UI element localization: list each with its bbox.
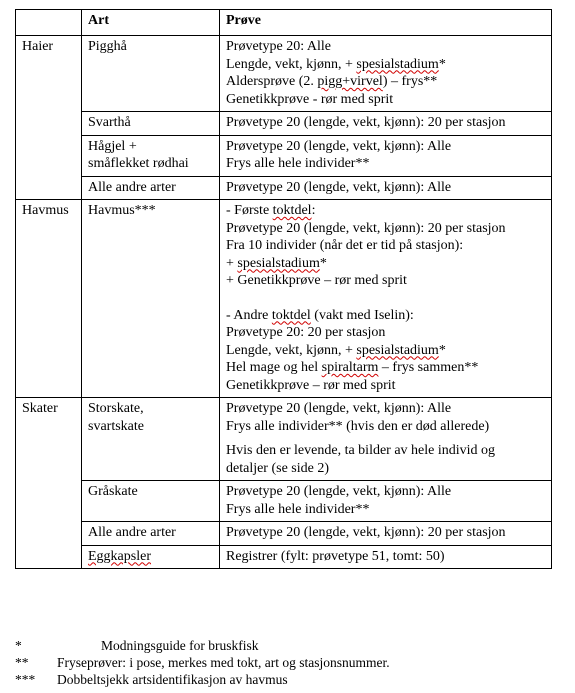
prove-line: + Genetikkprøve – rør med sprit <box>226 273 407 288</box>
footnotes <box>15 637 555 688</box>
prove-line: Prøvetype 20 (lengde, vekt, kjønn): 20 per stasjon <box>226 525 506 540</box>
art-line: Alle andre arter <box>88 525 176 540</box>
prove-line: Prøvetype 20 (lengde, vekt, kjønn): 20 per stasjon <box>226 115 506 130</box>
prove-line: Aldersprøve (2. pigg+virvel) – frys** <box>226 74 438 89</box>
prove-line: detaljer (se side 2) <box>226 460 330 476</box>
art-line: Hågjel + <box>88 138 137 154</box>
header-art: Art <box>82 10 220 36</box>
table-row <box>16 398 552 481</box>
prove-line: Lengde, vekt, kjønn, + spesialstadium* <box>226 342 446 358</box>
prove-line: Prøvetype 20 (lengde, vekt, kjønn): Alle <box>226 138 452 154</box>
art-cell <box>82 398 220 481</box>
art-line: Gråskate <box>88 484 138 499</box>
art-line: Pigghå <box>88 39 127 54</box>
art-line: småflekket rødhai <box>88 156 189 171</box>
prove-line: Prøvetype 20 (lengde, vekt, kjønn): Alle <box>226 401 452 416</box>
prove-cell <box>220 112 552 136</box>
art-cell <box>82 522 220 546</box>
footnote-text: Modningsguide for bruskfisk <box>101 638 259 653</box>
prove-line: - Første toktdel: <box>226 203 316 218</box>
prove-line: Frys alle hele individer** <box>226 501 370 517</box>
table-row <box>16 522 552 546</box>
prove-line: Frys alle individer** (hvis den er død allerede) <box>226 418 490 434</box>
group-name: Havmus <box>16 200 82 398</box>
prove-line: Prøvetype 20 (lengde, vekt, kjønn): Alle <box>226 484 452 499</box>
prove-line: - Andre toktdel (vakt med Iselin): <box>226 307 414 323</box>
table-row <box>16 200 552 398</box>
table-row <box>16 481 552 522</box>
table-row <box>16 135 552 176</box>
prove-paragraph <box>226 442 545 477</box>
footnote <box>15 637 555 654</box>
prove-cell <box>220 200 552 398</box>
prove-line: Hvis den er levende, ta bilder av hele individ og <box>226 443 496 458</box>
art-cell <box>82 176 220 200</box>
footnote-mark: *** <box>15 672 36 687</box>
art-line: Alle andre arter <box>88 179 176 195</box>
art-cell <box>82 36 220 112</box>
footnote-mark: ** <box>15 655 29 670</box>
prove-line: Prøvetype 20: Alle <box>226 39 331 54</box>
art-cell <box>82 112 220 136</box>
prove-cell <box>220 481 552 522</box>
prove-line: + spesialstadium* <box>226 255 327 271</box>
sampling-table <box>15 9 552 569</box>
prove-cell <box>220 545 552 569</box>
prove-line: Registrer (fylt: prøvetype 51, tomt: 50) <box>226 548 445 564</box>
footnote <box>15 671 555 688</box>
footnote <box>15 654 555 671</box>
table-row <box>16 36 552 112</box>
prove-cell <box>220 135 552 176</box>
footnote-text: Fryseprøver: i pose, merkes med tokt, art og stasjonsnummer. <box>57 655 390 670</box>
prove-line: Prøvetype 20: 20 per stasjon <box>226 325 386 340</box>
group-name: Haier <box>16 36 82 200</box>
prove-line: Lengde, vekt, kjønn, + spesialstadium* <box>226 56 446 72</box>
art-line: svartskate <box>88 418 144 434</box>
prove-cell <box>220 176 552 200</box>
prove-line: Fra 10 individer (når det er tid på stasjon): <box>226 238 464 253</box>
art-cell <box>82 545 220 569</box>
spacer <box>226 290 545 307</box>
header-row <box>16 10 552 36</box>
footnote-mark: * <box>15 638 22 653</box>
header-group <box>16 10 82 36</box>
art-line: Havmus*** <box>88 203 156 218</box>
art-cell <box>82 135 220 176</box>
prove-line: Prøvetype 20 (lengde, vekt, kjønn): Alle <box>226 179 452 195</box>
header-prove: Prøve <box>220 10 552 36</box>
art-line: Svarthå <box>88 115 131 130</box>
art-cell <box>82 200 220 398</box>
prove-cell <box>220 36 552 112</box>
group-name: Skater <box>16 398 82 569</box>
prove-cell <box>220 398 552 481</box>
prove-line: Genetikkprøve – rør med sprit <box>226 377 396 393</box>
prove-cell <box>220 522 552 546</box>
art-line: Eggkapsler <box>88 548 151 564</box>
art-cell <box>82 481 220 522</box>
table-row <box>16 545 552 569</box>
table-row <box>16 176 552 200</box>
prove-line: Prøvetype 20 (lengde, vekt, kjønn): 20 per stasjon <box>226 220 506 236</box>
prove-line: Genetikkprøve - rør med sprit <box>226 91 394 107</box>
art-line: Storskate, <box>88 401 144 416</box>
footnote-text: Dobbeltsjekk artsidentifikasjon av havmus <box>57 672 288 687</box>
prove-line: Hel mage og hel spiraltarm – frys sammen** <box>226 360 479 375</box>
table-row <box>16 112 552 136</box>
prove-line: Frys alle hele individer** <box>226 156 370 171</box>
